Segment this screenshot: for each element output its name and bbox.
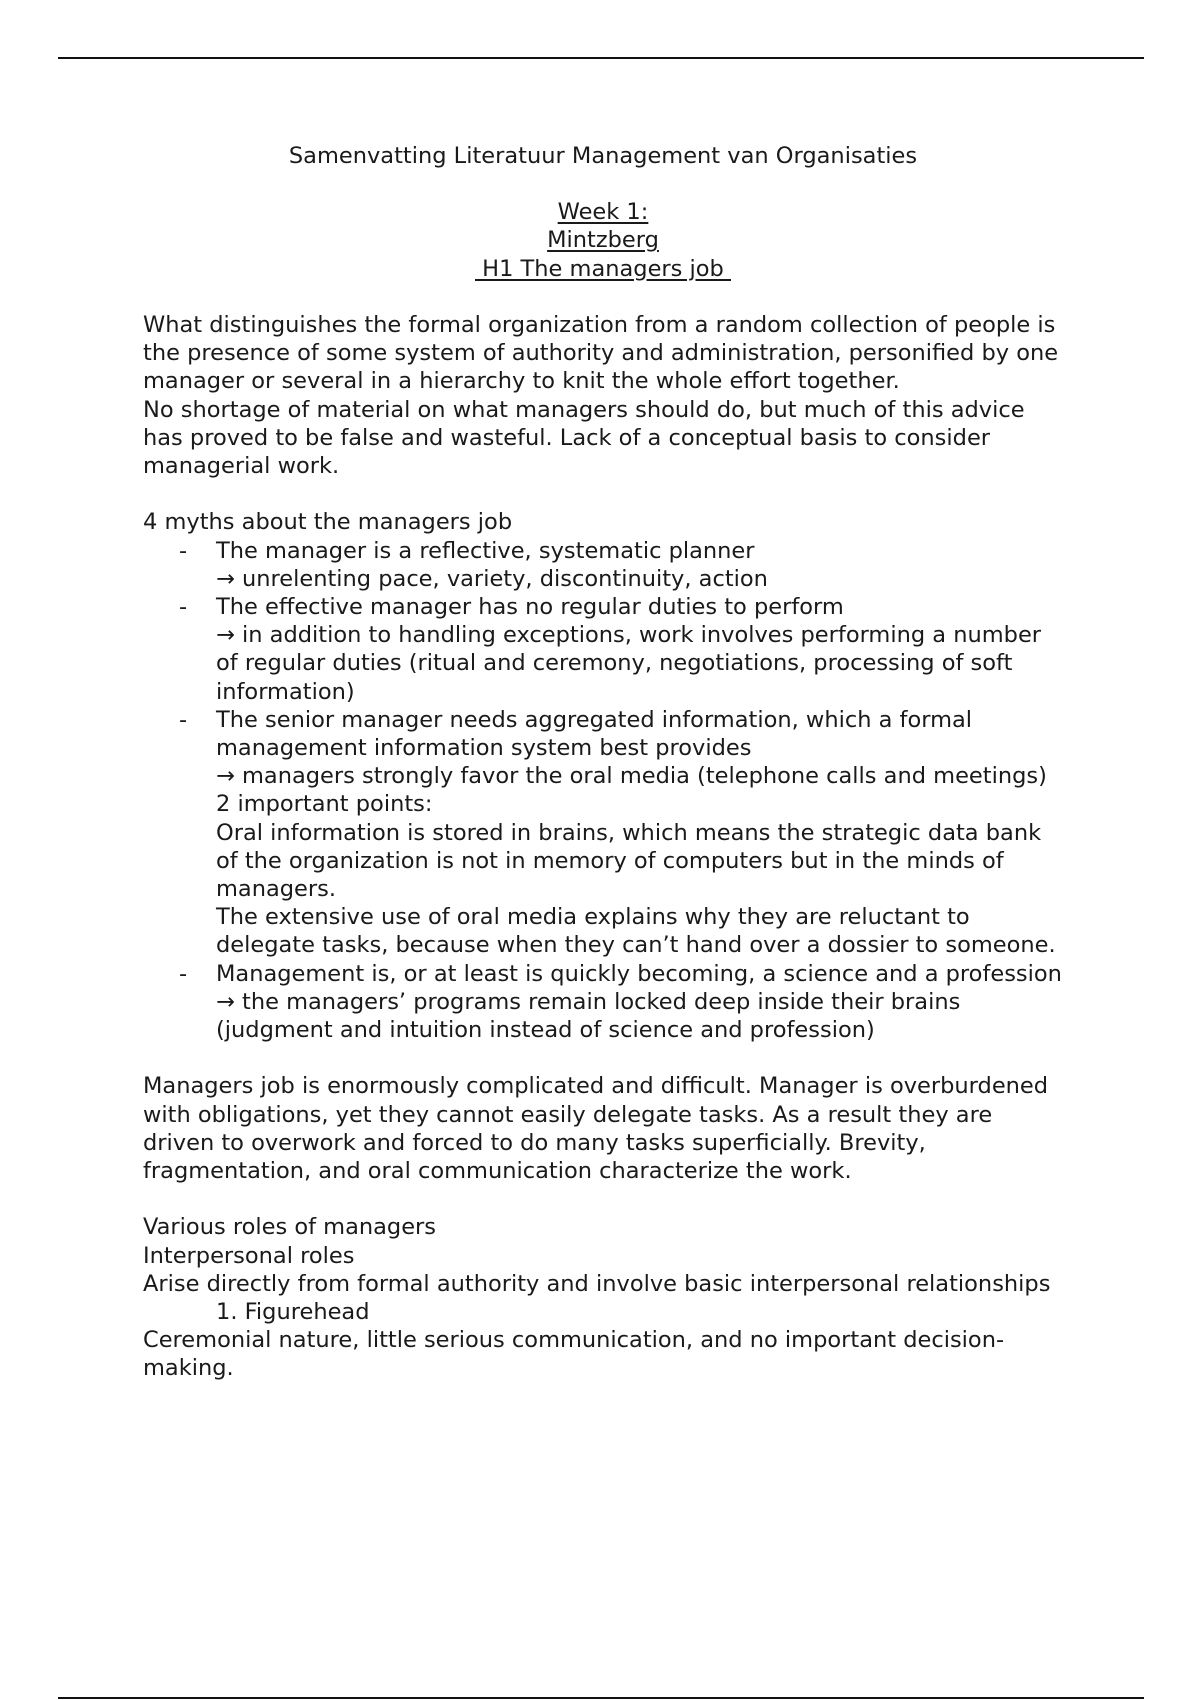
myth-reality: → the managers’ programs remain locked deep inside their brains (judgment and intuition instead of science and profession) <box>216 988 961 1044</box>
document-title: Samenvatting Literatuur Management van Organisaties <box>288 143 918 169</box>
myth-text: The manager is a reflective, systematic planner <box>216 537 755 564</box>
role-figurehead-description: Ceremonial nature, little serious communication, and no important decision-making. <box>143 1327 1005 1382</box>
myth-text: The senior manager needs aggregated information, which a formal management information system best provides <box>216 706 973 762</box>
header-rule <box>58 57 1144 59</box>
points-heading: 2 important points: <box>216 791 433 818</box>
intro-paragraph-1: What distinguishes the formal organization from a random collection of people is the presence of some system of authority and administration, personified by one manager or several in a hierarchy to knit the whole effort together. <box>143 312 1059 395</box>
bullet-dash: - <box>179 537 188 564</box>
bullet-dash: - <box>179 706 188 733</box>
myth-reality: → in addition to handling exceptions, work involves performing a number of regular duties (ritual and ceremony, negotiations, processing of soft information) <box>216 622 1042 705</box>
myths-heading: 4 myths about the managers job <box>143 509 513 536</box>
week-label: Week 1: <box>557 199 649 226</box>
chapter-heading <box>143 255 1063 283</box>
roles-heading: Various roles of managers <box>143 1214 437 1241</box>
point-2: The extensive use of oral media explains why they are reluctant to delegate tasks, because when they can’t hand over a dossier to someone. <box>216 904 1056 959</box>
bullet-dash: - <box>179 960 188 987</box>
myth-text: Management is, or at least is quickly becoming, a science and a profession <box>216 960 1062 987</box>
summary-paragraph: Managers job is enormously complicated and difficult. Manager is overburdened with obligations, yet they cannot easily delegate tasks. As a result they are driven to overwork and forced to do many tasks superficially. Brevity, fragmentation, and oral communication characterize the work. <box>143 1073 1049 1185</box>
list-item <box>143 593 1063 706</box>
footer-rule <box>58 1697 1144 1699</box>
intro-paragraph-2: No shortage of material on what managers should do, but much of this advice has proved to be false and wasteful. Lack of a conceptual basis to consider managerial work. <box>143 396 1025 480</box>
myths-list <box>143 537 1063 1045</box>
list-item <box>143 706 1063 960</box>
myth-reality: → managers strongly favor the oral media (telephone calls and meetings) <box>216 763 1047 790</box>
myth-text: The effective manager has no regular duties to perform <box>216 594 844 621</box>
interpersonal-description: Arise directly from formal authority and involve basic interpersonal relationships <box>143 1270 1051 1297</box>
author-heading <box>143 226 1063 254</box>
role-figurehead: 1. Figurehead <box>216 1299 370 1326</box>
list-item <box>143 537 1063 593</box>
interpersonal-heading: Interpersonal roles <box>143 1242 355 1269</box>
chapter-label: H1 The managers job <box>475 255 731 282</box>
author-label: Mintzberg <box>547 227 659 254</box>
list-item <box>143 960 1063 1045</box>
myth-reality: → unrelenting pace, variety, discontinuity, action <box>216 565 768 592</box>
point-1: Oral information is stored in brains, which means the strategic data bank of the organization is not in memory of computers but in the minds of managers. <box>216 819 1042 903</box>
week-heading <box>143 198 1063 226</box>
bullet-dash: - <box>179 594 188 621</box>
document-page <box>143 142 1063 1383</box>
